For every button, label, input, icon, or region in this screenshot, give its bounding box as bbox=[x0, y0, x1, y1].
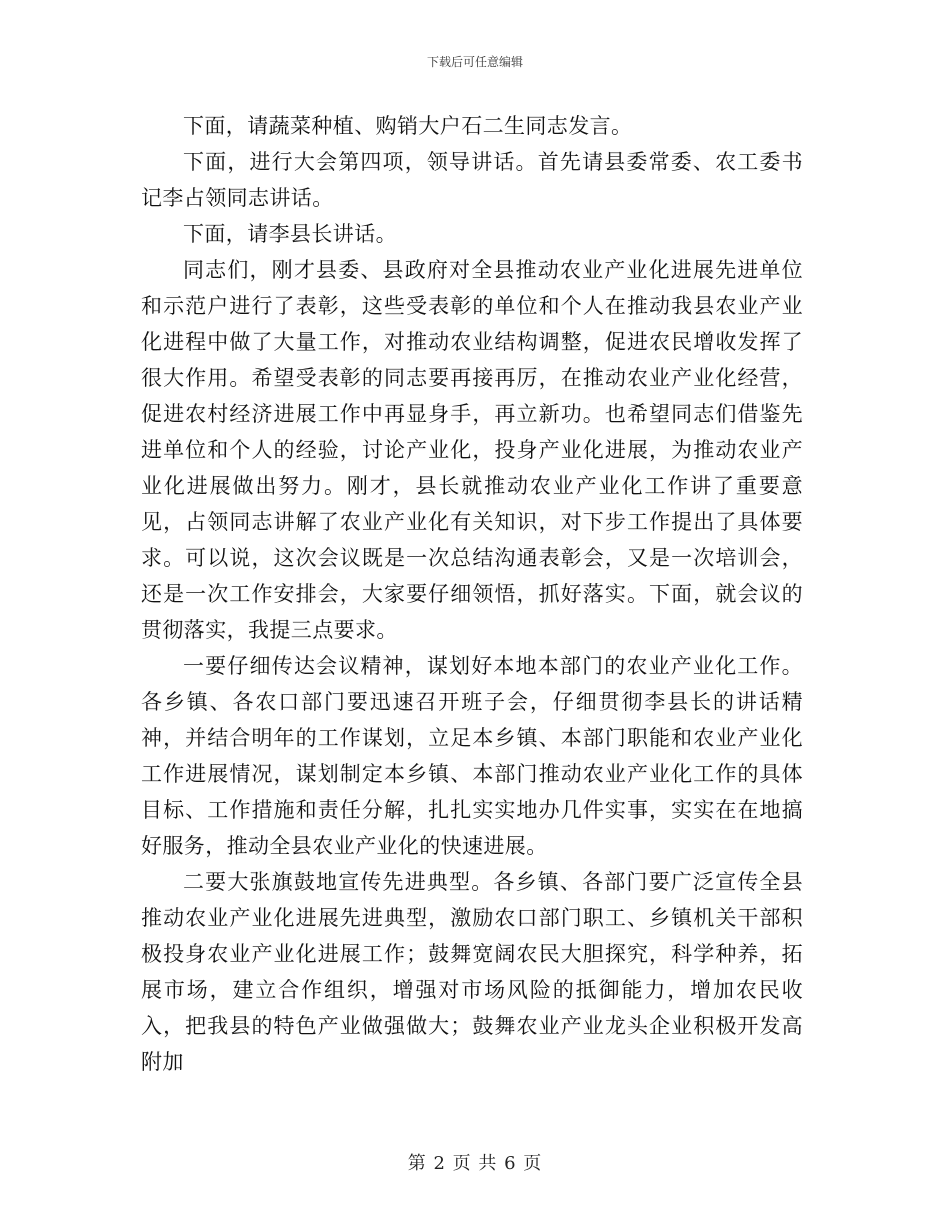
paragraph-5: 一要仔细传达会议精神，谋划好本地本部门的农业产业化工作。各乡镇、各农口部门要迅速召开班子会，仔细贯彻李县长的讲话精神，并结合明年的工作谋划，立足本乡镇、本部门职能和农业产业化工作进展情况，谋划制定本乡镇、本部门推动农业产业化工作的具体目标、工作措施和责任分解，扎扎实实地办几件实事，实实在在地搞好服务，推动全县农业产业化的快速进展。 bbox=[141, 654, 803, 858]
paragraph-6: 二要大张旗鼓地宣传先进典型。各乡镇、各部门要广泛宣传全县推动农业产业化进展先进典型，激励农口部门职工、乡镇机关干部积极投身农业产业化进展工作；鼓舞宽阔农民大胆探究，科学种养，拓展市场，建立合作组织，增强对市场风险的抵御能力，增加农民收入，把我县的特色产业做强做大；鼓舞农业产业龙头企业积极开发高附加 bbox=[141, 870, 803, 1074]
paragraph-4: 同志们，刚才县委、县政府对全县推动农业产业化进展先进单位和示范户进行了表彰，这些受表彰的单位和个人在推动我县农业产业化进程中做了大量工作，对推动农业结构调整，促进农民增收发挥了很大作用。希望受表彰的同志要再接再厉，在推动农业产业化经营，促进农村经济进展工作中再显身手，再立新功。也希望同志们借鉴先进单位和个人的经验，讨论产业化，投身产业化进展，为推动农业产业化进展做出努力。刚才，县长就推动农业产业化工作讲了重要意见，占领同志讲解了农业产业化有关知识，对下步工作提出了具体要求。可以说，这次会议既是一次总结沟通表彰会，又是一次培训会，还是一次工作安排会，大家要仔细领悟，抓好落实。下面，就会议的贯彻落实，我提三点要求。 bbox=[141, 258, 803, 642]
paragraph-3: 下面，请李县长讲话。 bbox=[183, 222, 397, 246]
page-number-footer: 第 2 页 共 6 页 bbox=[407, 1153, 543, 1174]
page-header: 下载后可任意编辑 bbox=[426, 55, 523, 69]
paragraph-2: 下面，进行大会第四项，领导讲话。首先请县委常委、农工委书记李占领同志讲话。 bbox=[141, 150, 803, 210]
paragraph-1: 下面，请蔬菜种植、购销大户石二生同志发言。 bbox=[183, 114, 633, 138]
document-body bbox=[141, 108, 803, 1080]
